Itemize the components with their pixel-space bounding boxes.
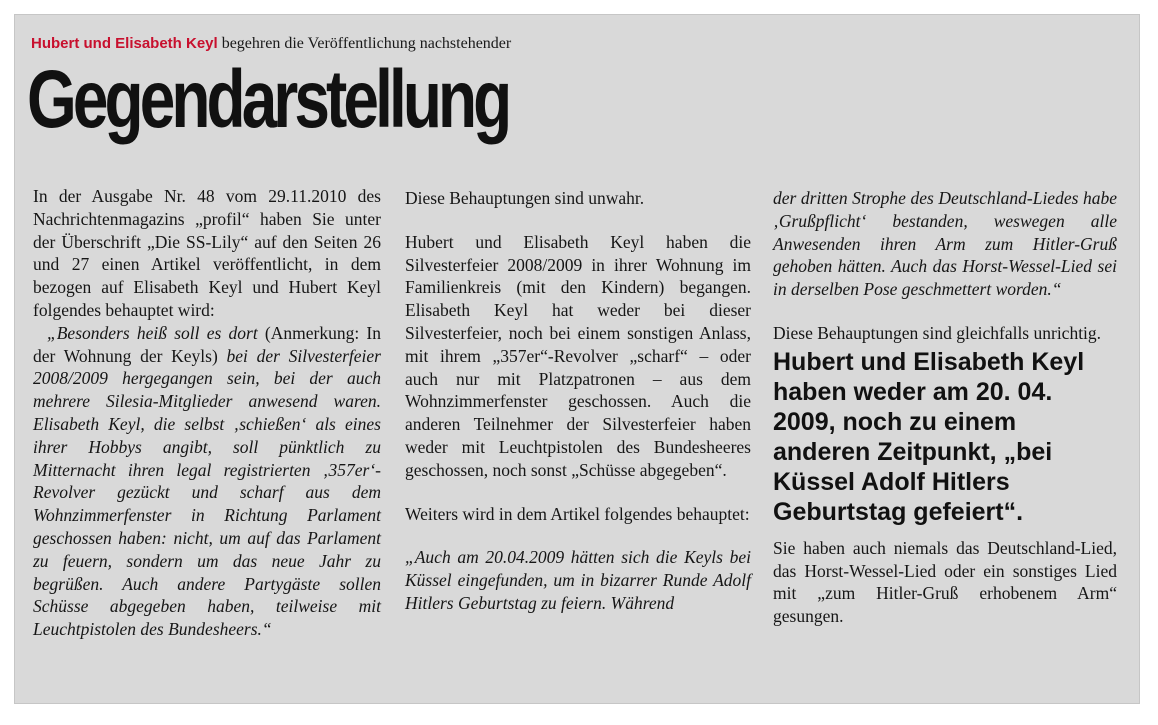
intro-paragraph: In der Ausgabe Nr. 48 vom 29.11.2010 des Nachrichtenmagazins „profil“ haben Sie unter der Überschrift „Die SS-Lily“ auf den Seiten 26 und 27 einen Artikel veröffentlicht, in dem bezogen auf Elisabeth Keyl und Hubert Keyl folgendes behauptet wird: <box>33 186 381 320</box>
headline: Gegendarstellung <box>27 54 509 145</box>
column-3 <box>773 187 1117 628</box>
column-2 <box>405 187 751 615</box>
quoted-claim-paragraph <box>33 322 381 641</box>
kicker-text: begehren die Veröffentlichung nachstehender <box>217 35 512 52</box>
further-claim-intro: Weiters wird in dem Artikel folgendes behauptet: <box>405 503 750 524</box>
closing-paragraph: Sie haben auch niemals das Deutschland-Lied, das Horst-Wessel-Lied oder ein sonstiges Lied mit „zum Hitler-Gruß erhobenem Arm“ gesungen. <box>773 537 1117 627</box>
kicker-line <box>31 35 511 53</box>
quote-body: bei der Silvesterfeier 2008/2009 hergegangen sein, bei der auch mehrere Silesia-Mitglieder anwesend waren. Elisabeth Keyl, die selbst ‚schießen‘ als eines ihrer Hobbys angibt, soll pünktlich zu Mitternacht ihren legal registrierten ‚357er‘-Revolver gezückt und scharf aus dem Wohnzimmerfenster in Richtung Parlament geschossen haben: nicht, um auf das Parlament zu feuern, sondern um das neue Jahr zu begrüßen. Auch andere Partygäste sollen Schüsse abgegeben haben, teilweise mit Leuchtpistolen des Bundesheers.“ <box>33 345 381 640</box>
counterstatement-notice <box>14 14 1140 704</box>
second-denial-paragraph: Diese Behauptungen sind gleichfalls unrichtig. <box>773 322 1102 343</box>
quote-annotation: (Anmerkung: In der Wohnung der Keyls) <box>33 322 381 366</box>
second-quote-start: „Auch am 20.04.2009 hätten sich die Keyls bei Küssel eingefunden, um in bizarrer Runde Adolf Hitlers Geburtstag zu feiern. Während <box>405 547 751 613</box>
denial-paragraph: Diese Behauptungen sind unwahr. <box>405 188 645 208</box>
quote-start: „Besonders heiß soll es dort <box>47 322 258 343</box>
kicker-names: Hubert und Elisabeth Keyl <box>31 35 218 52</box>
emphasized-statement: Hubert und Elisabeth Keyl haben weder am 20. 04. 2009, noch zu einem anderen Zeitpunkt, „bei Küssel Adolf Hitlers Geburtstag gefeiert“. <box>773 347 1085 526</box>
facts-paragraph: Hubert und Elisabeth Keyl haben die Silvesterfeier 2008/2009 in ihrer Wohnung im Familienkreis (mit den Kindern) begangen. Elisabeth Keyl hat weder bei dieser Silvesterfeier, noch bei einem sonstigen Anlass, mit ihrem „357er“-Revolver „scharf“ – oder auch nur mit Platzpatronen – aus dem Wohnzimmerfenster geschossen. Auch die anderen Teilnehmer der Silvesterfeier haben weder mit Leuchtpistolen des Bundesheeres geschossen, noch sonst „Schüsse abgegeben“. <box>405 231 751 480</box>
second-quote-end: der dritten Strophe des Deutschland-Liedes habe ‚Grußpflicht‘ bestanden, weswegen alle Anwesenden ihren Arm zum Hitler-Gruß gehoben hätten. Auch das Horst-Wessel-Lied sei in derselben Pose geschmettert worden.“ <box>773 188 1117 300</box>
column-1 <box>33 185 381 641</box>
